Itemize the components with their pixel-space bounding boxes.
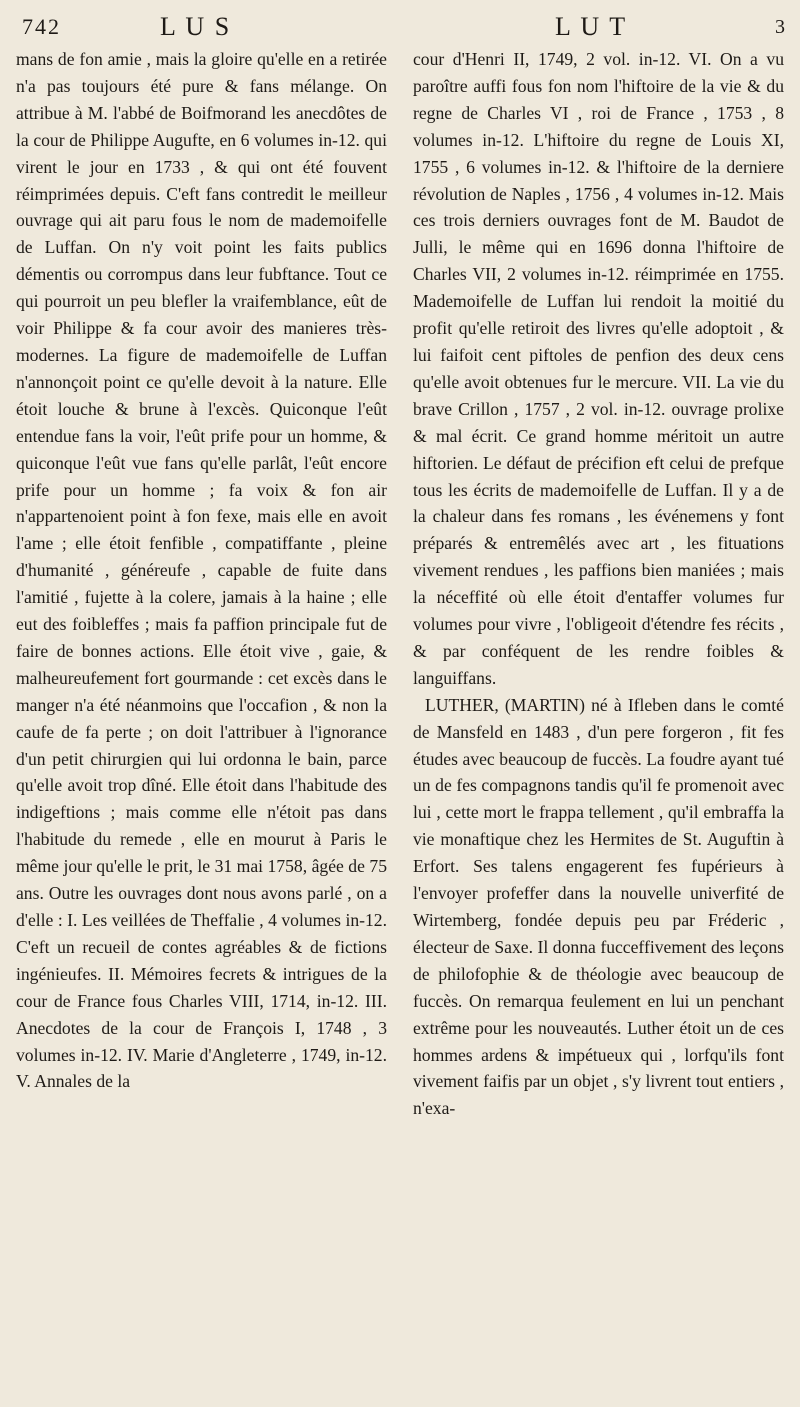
left-column: [16, 46, 387, 1122]
paragraph: cour d'Henri II, 1749, 2 vol. in-12. VI. On a vu paroître auffi fous fon nom l'hiftoire de la vie & du regne de Charles VI , roi de France , 1753 , 8 volumes in-12. L'hiftoire du regne de Louis XI, 1755 , 6 volumes in-12. & l'hiftoire de la derniere révolution de Naples , 1756 , 4 volumes in-12. Mais ces trois derniers ouvrages font de M. Baudot de Julli, le même qui en 1696 donna l'hiftoire de Charles VII, 2 volumes in-12. réimprimée en 1755. Mademoifelle de Luffan lui rendoit la moitié du profit qu'elle retiroit des livres qu'elle adoptoit , & lui faifoit cent piftoles de penfion des deux cens qu'elle avoit obtenues fur le mercure. VII. La vie du brave Crillon , 1757 , 2 vol. in-12. ouvrage prolixe & mal écrit. Ce grand homme méritoit un autre hiftorien. Le défaut de précifion eft celui de prefque tous les écrits de mademoifelle de Luffan. Il y a de la chaleur dans fes romans , les événemens y font préparés & entremêlés avec art , les fituations vivement rendues , les paffions bien maniées ; mais la néceffité où elle étoit d'entaffer volumes fur volumes pour vivre , l'obligeoit d'étendre fes récits , & par conféquent de les rendre foibles & languiffans.: [413, 49, 784, 688]
running-head-right: L U T: [555, 12, 628, 41]
right-column: [413, 46, 784, 1122]
running-head-left: L U S: [160, 12, 232, 41]
page-number-left: 742: [22, 14, 61, 39]
page-number-right: 3: [775, 16, 787, 38]
paragraph: mans de fon amie , mais la gloire qu'elle en a retirée n'a pas toujours été pure & fans mélange. On attribue à M. l'abbé de Boifmorand les anecdôtes de la cour de Philippe Augufte, en 6 volumes in-12. qui virent le jour en 1733 , & qui ont été fouvent réimprimées depuis. C'eft fans contredit le meilleur ouvrage qui ait paru fous le nom de mademoifelle de Luffan. On n'y voit point les faits publics démentis ou corrompus dans leur fubftance. Tout ce qui pourroit un peu blefler la vraifemblance, eût de voir Philippe & fa cour avoir des manieres très-modernes. La figure de mademoifelle de Luffan n'annonçoit point ce qu'elle devoit à la nature. Elle étoit louche & brune à l'excès. Quiconque l'eût entendue fans la voir, l'eût prife pour un homme, & quiconque l'eût vue fans qu'elle parlât, l'eût encore prife pour un homme ; fa voix & fon air n'appartenoient point à fon fexe, mais elle en avoit l'ame ; elle étoit fenfible , compatiffante , pleine d'humanité , généreufe , capable de fuite dans l'amitié , fujette à la colere, jamais à la haine ; elle eut des foibleffes ; mais fa paffion principale fut de faire de bonnes actions. Elle étoit vive , gaie, & malheureufement fort gourmande : cet excès dans le manger n'a été néanmoins que l'occafion , & non la caufe de fa perte ; on doit l'attribuer à l'ignorance d'un petit chirurgien qui lui ordonna le bain, parce qu'elle avoit trop dîné. Elle étoit dans l'habitude des indigeftions ; mais comme elle n'étoit pas dans l'habitude du remede , elle en mourut à Paris le même jour qu'elle le prit, le 31 mai 1758, âgée de 75 ans. Outre les ouvrages dont nous avons parlé , on a d'elle : I. Les veillées de Theffalie , 4 volumes in-12. C'eft un recueil de contes agréables & de fictions ingénieufes. II. Mémoires fecrets & intrigues de la cour de France fous Charles VIII, 1714, in-12. III. Anecdotes de la cour de François I, 1748 , 3 volumes in-12. IV. Marie d'Angleterre , 1749, in-12. V. Annales de la: [16, 49, 387, 1092]
page-header: [12, 12, 788, 46]
paragraph-luther-entry: LUTHER, (MARTIN) né à Ifleben dans le comté de Mansfeld en 1483 , d'un pere forgeron , fit fes études avec beaucoup de fuccès. La foudre ayant tué un de fes compagnons tandis qu'il fe promenoit avec lui , cette mort le frappa tellement , qu'il embraffa la vie monaftique chez les Hermites de St. Auguftin à Erfort. Ses talens engagerent fes fupérieurs à l'envoyer profeffer dans la nouvelle univerfité de Wirtemberg, fondée depuis peu par Fréderic , électeur de Saxe. Il donna fucceffivement des leçons de philofophie & de théologie avec beaucoup de fuccès. On remarqua feulement en lui un penchant extrême pour les nouveautés. Luther étoit un de ces hommes ardens & impétueux qui , lorfqu'ils font vivement faifis par un objet , s'y livrent tout entiers , n'exa-: [413, 694, 784, 1119]
text-columns: [12, 46, 788, 1122]
